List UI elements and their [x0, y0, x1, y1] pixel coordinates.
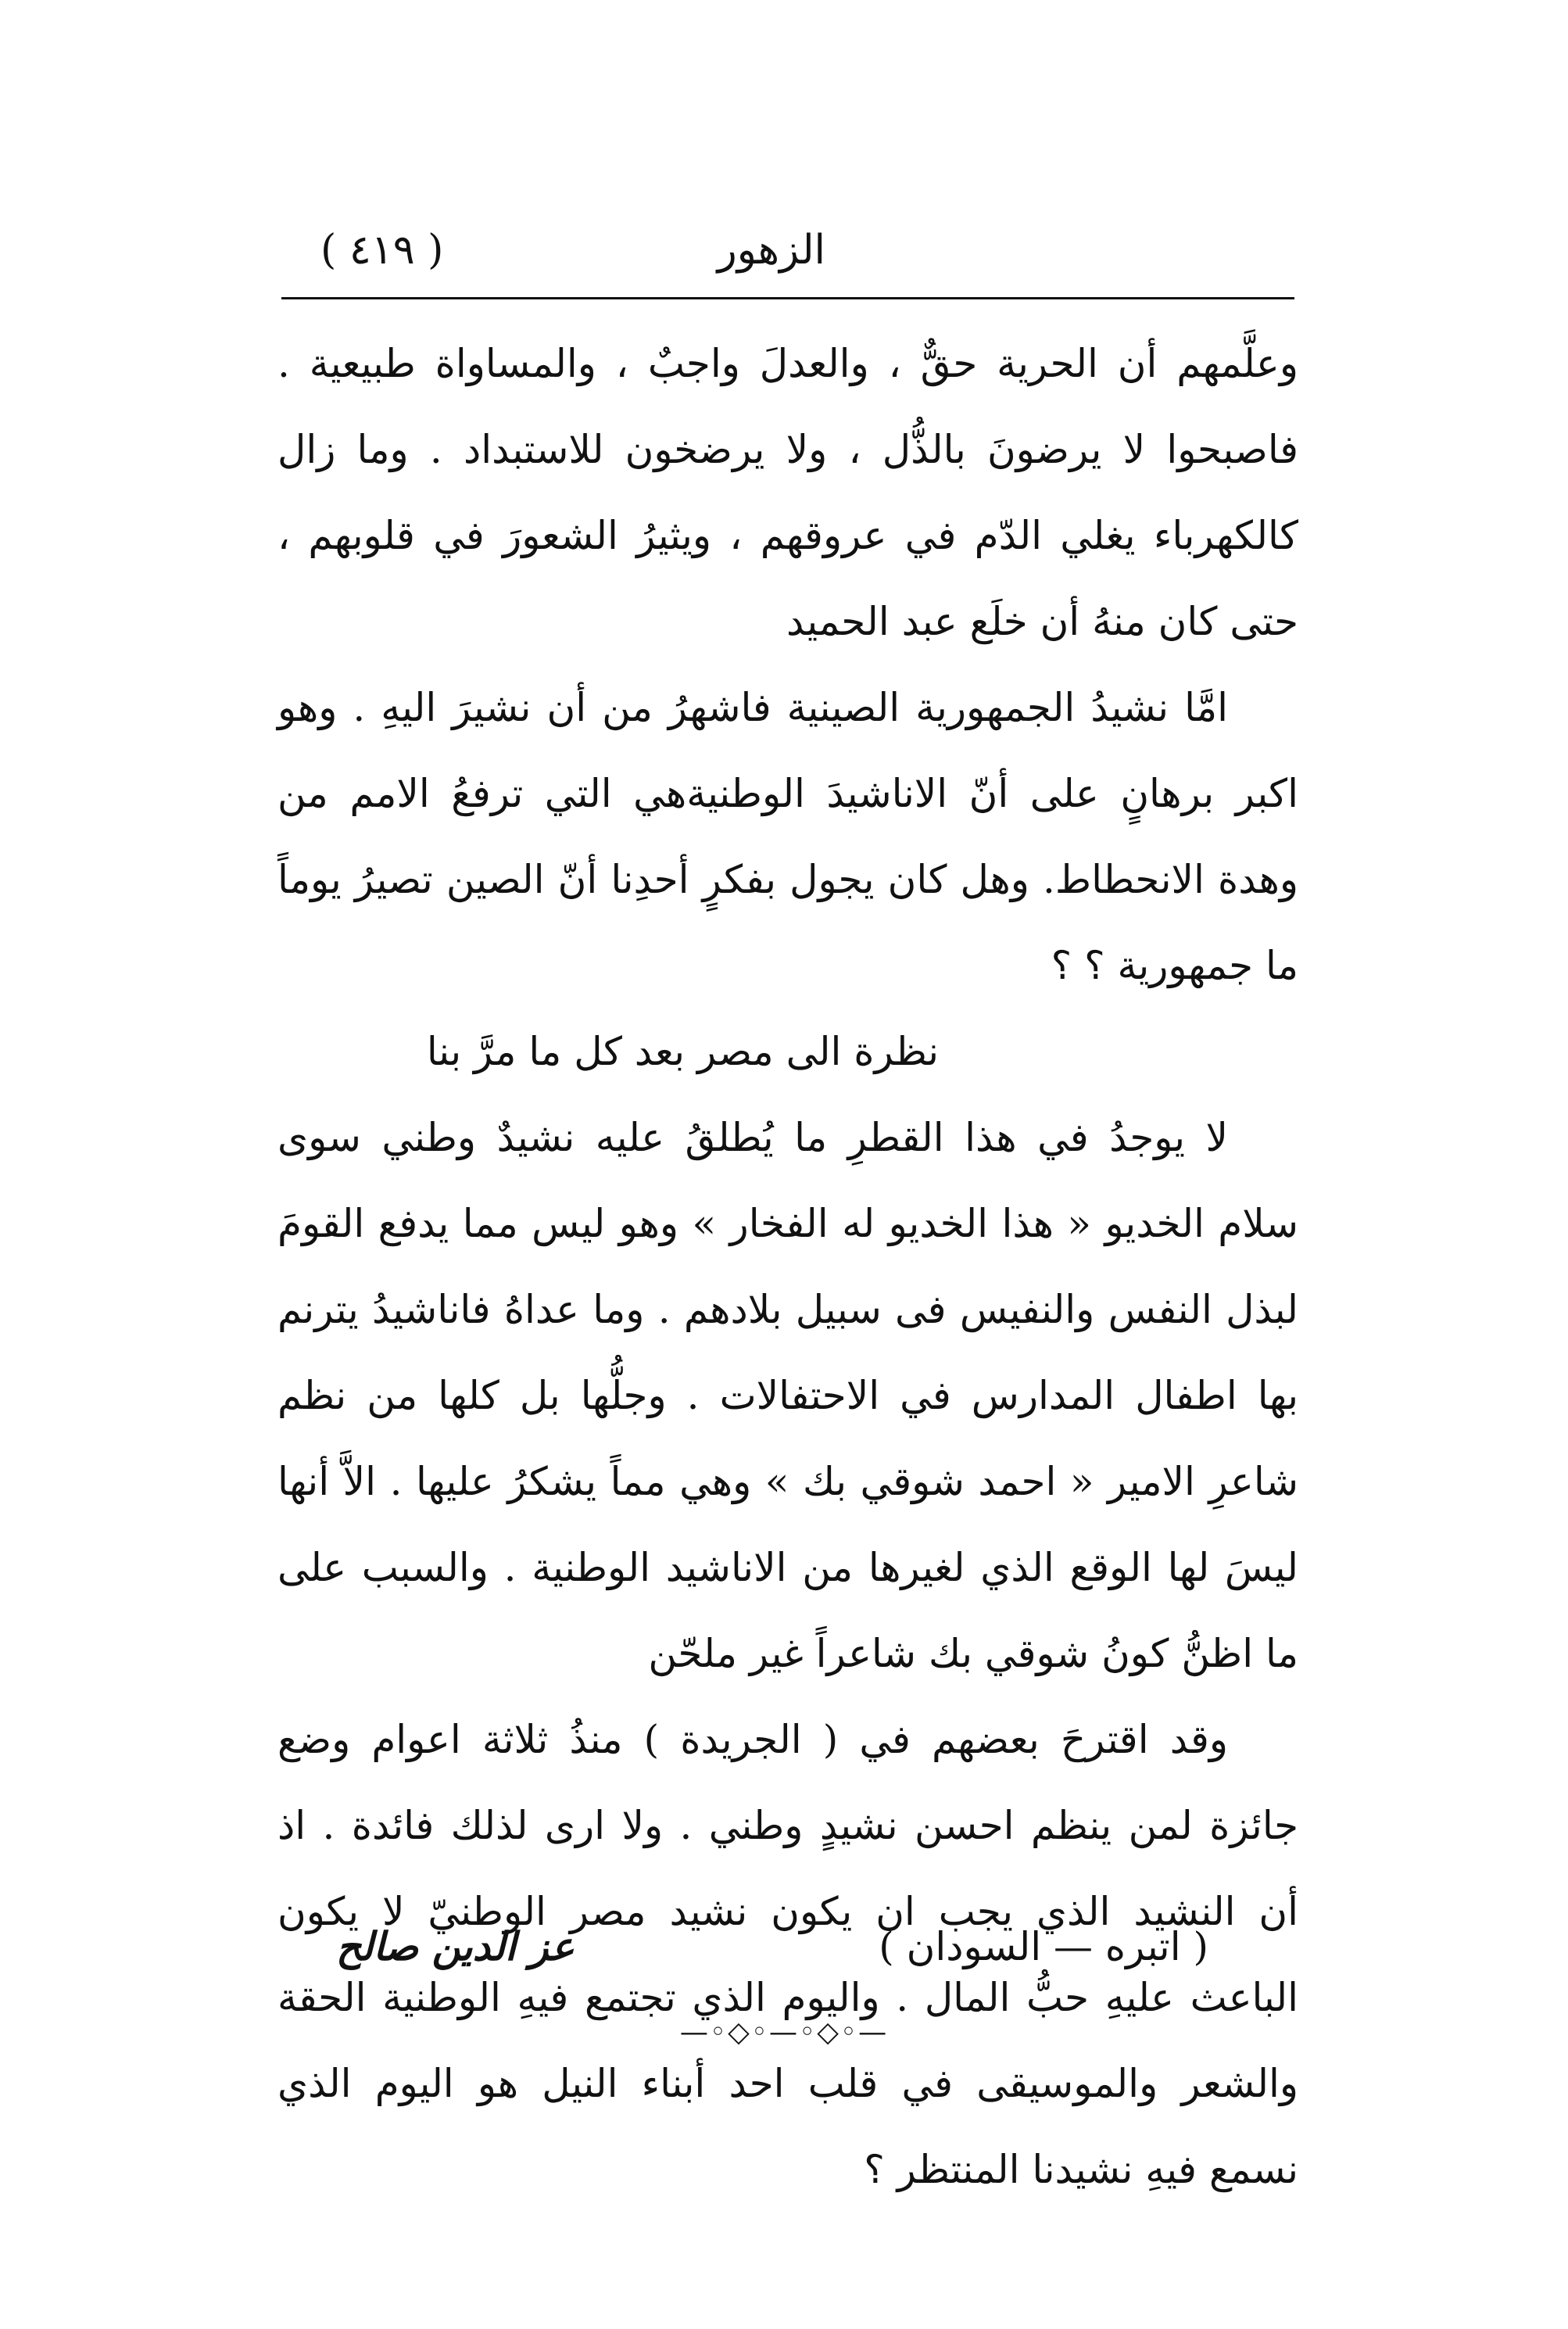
page-number: ( ٤١٩ )	[320, 227, 444, 274]
paragraph: امَّا نشيدُ الجمهورية الصينية فاشهرُ من أن نشيرَ اليهِ . وهو اكبر برهانٍ على أنّ الاناشيدَ الوطنيةهي التي ترفعُ الامم من وهدة الانحطاط. وهل كان يجول بفكرٍ أحدِنا أنّ الصين تصيرُ يوماً ما جمهورية ؟ ؟	[277, 685, 1298, 988]
signature-block	[336, 1908, 1208, 1986]
end-ornament: —◦◇◦—◦◇◦—	[679, 2016, 889, 2048]
signature-location: ( اتبره — السودان )	[879, 1924, 1208, 1969]
paragraph: وعلَّمهم أن الحرية حقٌّ ، والعدلَ واجبٌ ، والمساواة طبيعية . فاصبحوا لا يرضونَ بالذُّل ، ولا يرضخون للاستبداد . وما زال كالكهرباء يغلي الدّم في عروقهم ، ويثيرُ الشعورَ في قلوبهم ، حتى كان منهُ أن خلَع عبد الحميد	[277, 341, 1298, 644]
page-header	[281, 219, 1294, 289]
paragraph: وقد اقترحَ بعضهم في ( الجريدة ) منذُ ثلاثة اعوام وضع جائزة لمن ينظم احسن نشيدٍ وطني . ولا ارى لذلك فائدة . اذ أن النشيد الذي يجب ان يكون نشيد مصر الوطنيّ لا يكون الباعث عليهِ حبُّ المال . واليوم الذي تجتمع فيهِ الوطنية الحقة والشعر والموسيقى في قلب احد أبناء النيل هو اليوم الذي نسمع فيهِ نشيدنا المنتظر ؟	[277, 1717, 1298, 2192]
header-rule	[281, 297, 1294, 299]
running-title: الزهور	[717, 227, 825, 274]
author-signature: عز الدين صالح	[336, 1923, 575, 1969]
section-heading: نظرة الى مصر بعد كل ما مرَّ بنا	[426, 1029, 939, 1074]
paragraph: لا يوجدُ في هذا القطرِ ما يُطلقُ عليه نشيدٌ وطني سوى سلام الخديو « هذا الخديو له الفخار » وهو ليس مما يدفع القومَ لبذل النفس والنفيس فى سبيل بلادهم . وما عداهُ فاناشيدُ يترنم بها اطفال المدارس في الاحتفالات . وجلُّها بل كلها من نظم شاعرِ الامير « احمد شوقي بك » وهي مماً يشكرُ عليها . الاَّ أنها ليسَ لها الوقع الذي لغيرها من الاناشيد الوطنية . والسبب على ما اظنُّ كونُ شوقي بك شاعراً غير ملحّن	[277, 1115, 1298, 1676]
